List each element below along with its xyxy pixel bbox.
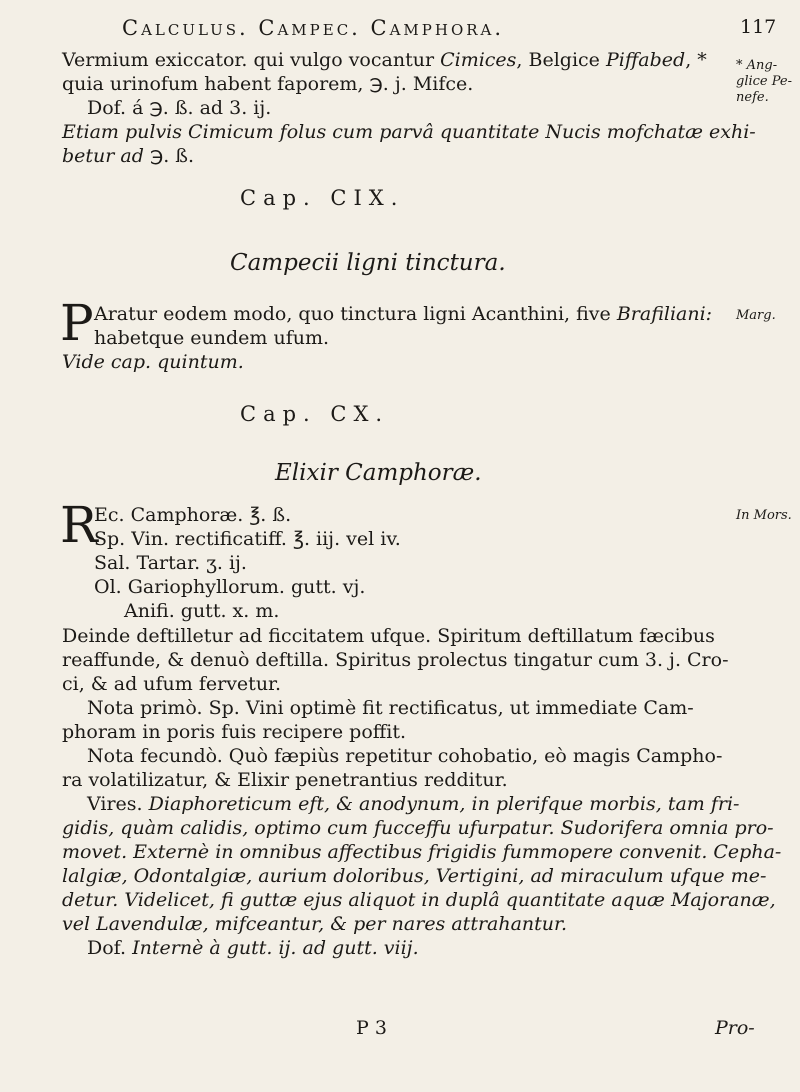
note-1-line-2: phoram in poris fuis recipere poffit. (62, 721, 407, 743)
prev-line-4: Etiam pulvis Cimicum folus cum parvâ quantitate Nucis mofchatæ exhi- (62, 121, 756, 143)
chapter-title-110: Elixir Camphoræ. (275, 460, 482, 486)
body-line-1: Deinde deftilletur ad ficcitatem ufque. Spiritum deftillatum fæcibus (62, 625, 715, 647)
note-2-line-1: Nota fecundò. Quò fæpiùs repetitur cohobatio, eò magis Campho- (87, 745, 723, 767)
vires-line-3: movet. Externè in omnibus affectibus frigidis fummopere convenit. Cepha- (62, 841, 782, 863)
note-2-line-2: ra volatilizatur, & Elixir penetrantius redditur. (62, 769, 508, 791)
recipe-line-4: Ol. Gariophyllorum. gutt. vj. (94, 576, 366, 598)
prev-line-5: betur ad ℈. ß. (62, 145, 195, 167)
recipe-line-5: Anifi. gutt. x. m. (124, 600, 280, 622)
running-title: Calculus. Campec. Camphora. (122, 16, 505, 40)
margin-note-1: * Ang- (736, 58, 778, 73)
dose-line-elixir: Dof. Internè à gutt. ij. ad gutt. viij. (87, 937, 419, 959)
page-number: 117 (740, 16, 777, 38)
cap109-crossref: Vide cap. quintum. (62, 351, 244, 373)
recipe-line-1: Ec. Camphoræ. ℥. ß. (94, 504, 292, 526)
margin-note-mors: In Mors. (736, 508, 792, 523)
vires-line-6: vel Lavendulæ, mifceantur, & per nares attrahantur. (62, 913, 568, 935)
signature-mark: P 3 (356, 1017, 387, 1039)
catchword: Pro- (715, 1017, 755, 1039)
cap109-line-2: habetque eundem ufum. (94, 327, 330, 349)
vires-line-2: gidis, quàm calidis, optimo cum fucceffu ufurpatur. Sudorifera omnia pro- (62, 817, 774, 839)
chapter-title-109: Campecii ligni tinctura. (230, 250, 506, 276)
body-line-3: ci, & ad ufum fervetur. (62, 673, 282, 695)
note-1-line-1: Nota primò. Sp. Vini optimè fit rectificatus, ut immediate Cam- (87, 697, 694, 719)
prev-line-2: quia urinofum habent faporem, ℈. j. Mifce. (62, 73, 474, 95)
drop-cap-p: P (60, 294, 94, 352)
chapter-heading-110: Cap. CX. (240, 402, 390, 426)
vires-line-5: detur. Videlicet, fi guttæ ejus aliquot in duplâ quantitate aquæ Majoranæ, (62, 889, 776, 911)
margin-note-marg: Marg. (736, 308, 776, 323)
recipe-line-3: Sal. Tartar. ʒ. ij. (94, 552, 247, 574)
vires-line-1: Vires. Diaphoreticum eft, & anodynum, in plerifque morbis, tam fri- (87, 793, 740, 815)
dose-line: Dof. á ℈. ß. ad 3. ij. (87, 97, 272, 119)
margin-note-2: glice Pe- (736, 74, 792, 89)
recipe-line-2: Sp. Vin. rectificatiff. ℥. iij. vel iv. (94, 528, 401, 550)
prev-line-1: Vermium exiccator. qui vulgo vocantur Cimices, Belgice Piffabed, * (62, 49, 707, 71)
drop-cap-r: R (60, 496, 98, 554)
body-line-2: reaffunde, & denuò deftilla. Spiritus prolectus tingatur cum 3. j. Cro- (62, 649, 729, 671)
chapter-heading-109: Cap. CIX. (240, 186, 405, 210)
margin-note-3: nefe. (736, 90, 769, 105)
cap109-line-1: Aratur eodem modo, quo tinctura ligni Acanthini, five Brafiliani: (94, 303, 713, 325)
vires-line-4: lalgiæ, Odontalgiæ, aurium doloribus, Vertigini, ad miraculum ufque me- (62, 865, 767, 887)
